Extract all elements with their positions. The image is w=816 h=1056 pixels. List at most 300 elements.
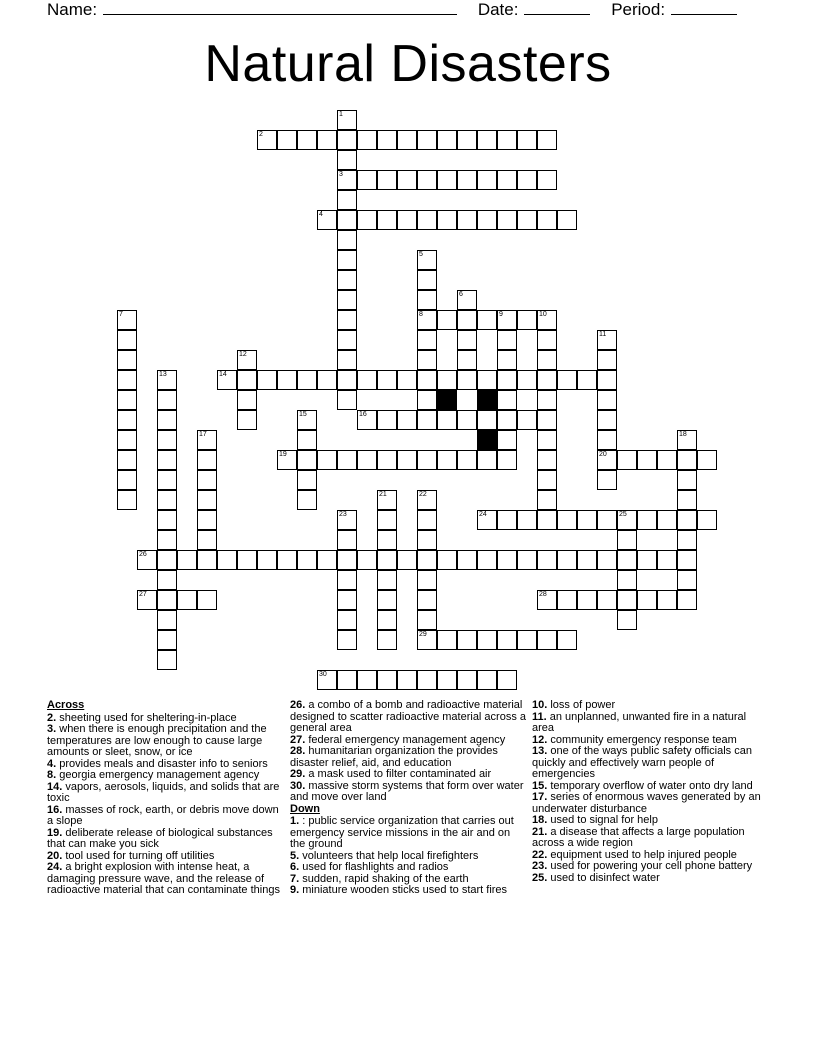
grid-cell[interactable] (377, 210, 397, 230)
grid-cell[interactable] (417, 530, 437, 550)
grid-cell[interactable] (517, 170, 537, 190)
grid-cell[interactable] (557, 210, 577, 230)
grid-cell[interactable] (317, 130, 337, 150)
grid-cell[interactable] (337, 570, 357, 590)
grid-cell[interactable] (677, 470, 697, 490)
grid-cell[interactable] (157, 490, 177, 510)
grid-cell[interactable] (497, 630, 517, 650)
grid-cell[interactable] (397, 670, 417, 690)
grid-cell[interactable] (537, 430, 557, 450)
grid-cell[interactable] (197, 450, 217, 470)
grid-cell[interactable] (157, 550, 177, 570)
grid-cell[interactable] (117, 410, 137, 430)
clue-text: a bright explosion with intense heat, a damaging pressure wave, and the release of radioactive material that can contaminate things (47, 861, 280, 896)
grid-cell[interactable] (517, 410, 537, 430)
grid-cell[interactable] (357, 170, 377, 190)
grid-cell[interactable] (157, 590, 177, 610)
grid-cell[interactable] (697, 450, 717, 470)
grid-cell[interactable] (437, 550, 457, 570)
clue-section-heading: Across (47, 699, 85, 711)
grid-cell[interactable] (377, 410, 397, 430)
grid-cell[interactable] (537, 170, 557, 190)
clue-num: 26. (290, 699, 306, 711)
grid-cell[interactable] (497, 430, 517, 450)
grid-cell[interactable] (517, 630, 537, 650)
grid-cell[interactable] (417, 170, 437, 190)
clue-num: 15. (532, 779, 548, 792)
grid-cell[interactable] (577, 550, 597, 570)
grid-cell[interactable] (117, 330, 137, 350)
grid-cell[interactable] (257, 550, 277, 570)
grid-cell[interactable] (637, 510, 657, 530)
grid-cell[interactable] (197, 550, 217, 570)
grid-cell[interactable] (517, 550, 537, 570)
grid-cell[interactable] (337, 370, 357, 390)
grid-cell[interactable] (497, 170, 517, 190)
grid-cell[interactable] (697, 510, 717, 530)
grid-cell[interactable] (457, 310, 477, 330)
grid-cell[interactable] (417, 410, 437, 430)
grid-cell[interactable] (457, 410, 477, 430)
clue-num: 1. (290, 815, 300, 827)
grid-cell[interactable] (377, 370, 397, 390)
across-clue (47, 782, 285, 805)
grid-cell[interactable] (537, 310, 557, 330)
grid-cell[interactable] (237, 550, 257, 570)
grid-cell[interactable] (537, 490, 557, 510)
grid-cell[interactable] (177, 550, 197, 570)
grid-cell[interactable] (197, 530, 217, 550)
grid-cell[interactable] (337, 170, 357, 190)
grid-cell[interactable] (537, 210, 557, 230)
clue-number: 10 (539, 311, 547, 318)
grid-cell[interactable] (157, 530, 177, 550)
grid-cell[interactable] (537, 330, 557, 350)
grid-cell[interactable] (317, 450, 337, 470)
grid-cell[interactable] (417, 630, 437, 650)
grid-cell[interactable] (537, 630, 557, 650)
grid-cell[interactable] (537, 390, 557, 410)
grid-cell[interactable] (677, 510, 697, 530)
grid-cell[interactable] (297, 370, 317, 390)
grid-cell[interactable] (497, 350, 517, 370)
grid-cell[interactable] (677, 450, 697, 470)
clue-num: 8. (47, 769, 57, 781)
grid-cell[interactable] (417, 510, 437, 530)
grid-cell[interactable] (277, 450, 297, 470)
grid-cell[interactable] (297, 470, 317, 490)
grid-cell[interactable] (597, 410, 617, 430)
grid-cell[interactable] (577, 590, 597, 610)
clue-text: loss of power (547, 699, 616, 711)
grid-cell[interactable] (597, 550, 617, 570)
grid-cell[interactable] (637, 590, 657, 610)
grid-cell[interactable] (157, 390, 177, 410)
grid-cell[interactable] (117, 450, 137, 470)
clue-number: 23 (339, 511, 347, 518)
grid-cell[interactable] (277, 550, 297, 570)
grid-cell[interactable] (437, 310, 457, 330)
clue-number: 27 (139, 591, 147, 598)
clue-text: used to signal for help (547, 814, 658, 826)
grid-cell[interactable] (657, 510, 677, 530)
clue-number: 22 (419, 491, 427, 498)
grid-cell[interactable] (677, 570, 697, 590)
grid-cell[interactable] (397, 370, 417, 390)
grid-cell[interactable] (117, 390, 137, 410)
grid-cell[interactable] (457, 130, 477, 150)
grid-cell[interactable] (297, 410, 317, 430)
grid-cell[interactable] (457, 370, 477, 390)
grid-cell[interactable] (377, 490, 397, 510)
grid-cell[interactable] (337, 350, 357, 370)
grid-cell[interactable] (417, 370, 437, 390)
grid-cell[interactable] (417, 550, 437, 570)
grid-cell[interactable] (497, 130, 517, 150)
grid-cell[interactable] (297, 430, 317, 450)
clue-num: 4. (47, 757, 57, 770)
grid-cell[interactable] (477, 310, 497, 330)
grid-cell[interactable] (357, 130, 377, 150)
grid-cell[interactable] (477, 670, 497, 690)
grid-cell[interactable] (677, 530, 697, 550)
grid-cell[interactable] (597, 370, 617, 390)
grid-cell[interactable] (497, 410, 517, 430)
clue-num: 30. (290, 779, 306, 792)
grid-cell[interactable] (457, 450, 477, 470)
grid-cell[interactable] (117, 350, 137, 370)
grid-cell[interactable] (197, 590, 217, 610)
grid-cell[interactable] (517, 310, 537, 330)
grid-cell[interactable] (237, 390, 257, 410)
grid-cell[interactable] (217, 370, 237, 390)
grid-cell[interactable] (457, 170, 477, 190)
grid-cell[interactable] (437, 210, 457, 230)
grid-cell[interactable] (577, 510, 597, 530)
grid-cell[interactable] (597, 590, 617, 610)
grid-cell[interactable] (617, 450, 637, 470)
grid-cell[interactable] (537, 590, 557, 610)
grid-cell[interactable] (337, 310, 357, 330)
grid-cell[interactable] (257, 130, 277, 150)
grid-cell[interactable] (437, 450, 457, 470)
grid-cell[interactable] (497, 370, 517, 390)
grid-cell[interactable] (337, 250, 357, 270)
grid-cell[interactable] (377, 130, 397, 150)
grid-cell[interactable] (357, 410, 377, 430)
grid-cell[interactable] (577, 370, 597, 390)
grid-cell[interactable] (377, 570, 397, 590)
grid-cell[interactable] (337, 530, 357, 550)
grid-cell[interactable] (337, 110, 357, 130)
grid-cell[interactable] (537, 550, 557, 570)
grid-cell[interactable] (477, 450, 497, 470)
grid-cell[interactable] (517, 370, 537, 390)
grid-cell[interactable] (297, 450, 317, 470)
grid-cell[interactable] (157, 430, 177, 450)
grid-cell[interactable] (517, 510, 537, 530)
grid-cell[interactable] (617, 570, 637, 590)
grid-cell[interactable] (337, 610, 357, 630)
clue-number: 21 (379, 491, 387, 498)
grid-cell[interactable] (497, 310, 517, 330)
grid-cell[interactable] (117, 370, 137, 390)
grid-cell[interactable] (417, 310, 437, 330)
grid-cell[interactable] (677, 550, 697, 570)
grid-cell[interactable] (657, 550, 677, 570)
grid-cell[interactable] (117, 310, 137, 330)
down-clue (290, 816, 528, 851)
grid-cell[interactable] (517, 210, 537, 230)
grid-cell[interactable] (337, 550, 357, 570)
clue-num: 18. (532, 814, 548, 826)
grid-cell[interactable] (597, 350, 617, 370)
grid-cell[interactable] (117, 430, 137, 450)
grid-cell[interactable] (557, 590, 577, 610)
grid-cell[interactable] (417, 450, 437, 470)
grid-cell[interactable] (397, 550, 417, 570)
grid-cell[interactable] (437, 630, 457, 650)
grid-cell[interactable] (597, 390, 617, 410)
grid-cell[interactable] (417, 490, 437, 510)
grid-cell[interactable] (477, 130, 497, 150)
grid-cell[interactable] (497, 330, 517, 350)
grid-cell[interactable] (377, 550, 397, 570)
grid-cell[interactable] (617, 610, 637, 630)
grid-cell[interactable] (157, 510, 177, 530)
grid-cell[interactable] (277, 130, 297, 150)
grid-cell[interactable] (337, 270, 357, 290)
grid-cell[interactable] (317, 670, 337, 690)
grid-cell[interactable] (477, 370, 497, 390)
grid-cell[interactable] (437, 670, 457, 690)
grid-cell[interactable] (357, 450, 377, 470)
grid-cell[interactable] (237, 350, 257, 370)
grid-cell[interactable] (337, 290, 357, 310)
across-clue (290, 746, 528, 769)
clue-text: sudden, rapid shaking of the earth (299, 872, 469, 885)
grid-cell[interactable] (337, 190, 357, 210)
grid-cell[interactable] (597, 510, 617, 530)
grid-cell[interactable] (677, 430, 697, 450)
grid-cell[interactable] (497, 670, 517, 690)
grid-cell[interactable] (397, 450, 417, 470)
grid-cell[interactable] (497, 390, 517, 410)
grid-cell[interactable] (417, 250, 437, 270)
clue-num: 24. (47, 861, 63, 873)
grid-cell[interactable] (177, 590, 197, 610)
grid-cell[interactable] (417, 130, 437, 150)
grid-cell[interactable] (677, 490, 697, 510)
clue-number: 25 (619, 511, 627, 518)
grid-cell[interactable] (417, 610, 437, 630)
grid-cell[interactable] (237, 410, 257, 430)
grid-cell[interactable] (377, 170, 397, 190)
grid-cell[interactable] (157, 630, 177, 650)
grid-cell[interactable] (157, 450, 177, 470)
grid-cell[interactable] (397, 130, 417, 150)
clue-num: 7. (290, 872, 300, 885)
grid-cell[interactable] (197, 470, 217, 490)
grid-cell[interactable] (377, 670, 397, 690)
grid-cell[interactable] (117, 490, 137, 510)
grid-cell[interactable] (337, 510, 357, 530)
grid-cell[interactable] (357, 210, 377, 230)
grid-cell[interactable] (137, 550, 157, 570)
grid-cell[interactable] (537, 410, 557, 430)
grid-cell[interactable] (617, 550, 637, 570)
grid-cell[interactable] (617, 590, 637, 610)
grid-cell[interactable] (157, 650, 177, 670)
grid-cell[interactable] (157, 610, 177, 630)
grid-cell[interactable] (477, 510, 497, 530)
grid-cell[interactable] (477, 550, 497, 570)
grid-cell[interactable] (477, 630, 497, 650)
grid-cell[interactable] (417, 270, 437, 290)
grid-cell[interactable] (257, 370, 277, 390)
clue-text: vapors, aerosols, liquids, and solids that are toxic (47, 780, 280, 804)
grid-cell[interactable] (337, 210, 357, 230)
grid-cell[interactable] (157, 470, 177, 490)
grid-cell[interactable] (397, 410, 417, 430)
grid-cell[interactable] (337, 450, 357, 470)
grid-cell[interactable] (377, 630, 397, 650)
down-clue (290, 885, 528, 897)
grid-cell[interactable] (637, 450, 657, 470)
grid-cell[interactable] (677, 590, 697, 610)
grid-cell[interactable] (137, 590, 157, 610)
grid-cell[interactable] (417, 390, 437, 410)
grid-cell[interactable] (517, 130, 537, 150)
grid-cell[interactable] (377, 530, 397, 550)
grid-cell[interactable] (437, 410, 457, 430)
grid-cell[interactable] (477, 210, 497, 230)
clue-number: 15 (299, 411, 307, 418)
down-clue (532, 827, 770, 850)
grid-cell[interactable] (377, 450, 397, 470)
grid-cell[interactable] (497, 450, 517, 470)
grid-cell[interactable] (157, 570, 177, 590)
grid-cell[interactable] (397, 170, 417, 190)
grid-cell[interactable] (337, 590, 357, 610)
grid-cell[interactable] (557, 630, 577, 650)
grid-cell[interactable] (477, 170, 497, 190)
grid-cell[interactable] (157, 370, 177, 390)
grid-cell[interactable] (457, 670, 477, 690)
grid-cell[interactable] (637, 550, 657, 570)
grid-cell[interactable] (237, 370, 257, 390)
grid-cell[interactable] (417, 670, 437, 690)
grid-cell[interactable] (217, 550, 237, 570)
grid-cell[interactable] (317, 550, 337, 570)
grid-cell[interactable] (337, 130, 357, 150)
grid-cell[interactable] (357, 370, 377, 390)
grid-cell[interactable] (457, 630, 477, 650)
page-title: Natural Disasters (204, 35, 612, 93)
grid-cell[interactable] (557, 510, 577, 530)
grid-cell[interactable] (537, 350, 557, 370)
grid-cell[interactable] (537, 450, 557, 470)
grid-cell[interactable] (117, 470, 137, 490)
grid-cell[interactable] (597, 330, 617, 350)
grid-cell[interactable] (437, 130, 457, 150)
grid-cell[interactable] (537, 370, 557, 390)
clue-num: 3. (47, 723, 57, 735)
grid-cell[interactable] (497, 210, 517, 230)
grid-cell[interactable] (477, 410, 497, 430)
grid-cell[interactable] (297, 490, 317, 510)
clue-text: tool used for turning off utilities (62, 849, 215, 862)
grid-cell[interactable] (337, 630, 357, 650)
grid-cell[interactable] (417, 330, 437, 350)
grid-cell[interactable] (277, 370, 297, 390)
grid-cell[interactable] (417, 570, 437, 590)
grid-cell[interactable] (417, 350, 437, 370)
grid-cell[interactable] (617, 510, 637, 530)
grid-cell[interactable] (337, 670, 357, 690)
grid-cell[interactable] (397, 210, 417, 230)
grid-cell[interactable] (337, 150, 357, 170)
grid-cell[interactable] (557, 370, 577, 390)
grid-cell[interactable] (457, 290, 477, 310)
grid-cell[interactable] (557, 550, 577, 570)
grid-cell[interactable] (597, 450, 617, 470)
grid-cell[interactable] (497, 550, 517, 570)
grid-cell[interactable] (297, 550, 317, 570)
grid-cell[interactable] (457, 350, 477, 370)
grid-cell[interactable] (497, 510, 517, 530)
clue-num: 5. (290, 849, 300, 862)
clue-num: 22. (532, 848, 548, 861)
grid-cell[interactable] (597, 430, 617, 450)
grid-cell[interactable] (457, 210, 477, 230)
grid-cell[interactable] (337, 230, 357, 250)
grid-cell[interactable] (537, 130, 557, 150)
grid-cell[interactable] (417, 290, 437, 310)
grid-cell[interactable] (197, 430, 217, 450)
grid-cell[interactable] (337, 330, 357, 350)
grid-cell[interactable] (417, 590, 437, 610)
grid-cell[interactable] (297, 130, 317, 150)
grid-cell[interactable] (657, 590, 677, 610)
grid-cell[interactable] (317, 370, 337, 390)
grid-cell[interactable] (597, 470, 617, 490)
clue-number: 16 (359, 411, 367, 418)
grid-cell[interactable] (457, 550, 477, 570)
grid-cell[interactable] (197, 490, 217, 510)
grid-cell[interactable] (417, 210, 437, 230)
grid-cell[interactable] (537, 470, 557, 490)
grid-cell[interactable] (157, 410, 177, 430)
grid-cell[interactable] (437, 370, 457, 390)
clue-num: 11. (532, 710, 547, 723)
grid-cell[interactable] (377, 610, 397, 630)
grid-cell[interactable] (617, 530, 637, 550)
grid-cell[interactable] (537, 510, 557, 530)
grid-cell[interactable] (317, 210, 337, 230)
clue-text: a combo of a bomb and radioactive material designed to scatter radioactive material across a general area (290, 699, 527, 734)
grid-cell[interactable] (357, 670, 377, 690)
grid-cell[interactable] (377, 590, 397, 610)
grid-cell[interactable] (357, 550, 377, 570)
grid-cell[interactable] (657, 450, 677, 470)
grid-cell[interactable] (457, 330, 477, 350)
grid-cell[interactable] (377, 510, 397, 530)
grid-cell[interactable] (337, 390, 357, 410)
across-clue (290, 781, 528, 804)
grid-cell[interactable] (437, 170, 457, 190)
grid-cell[interactable] (197, 510, 217, 530)
